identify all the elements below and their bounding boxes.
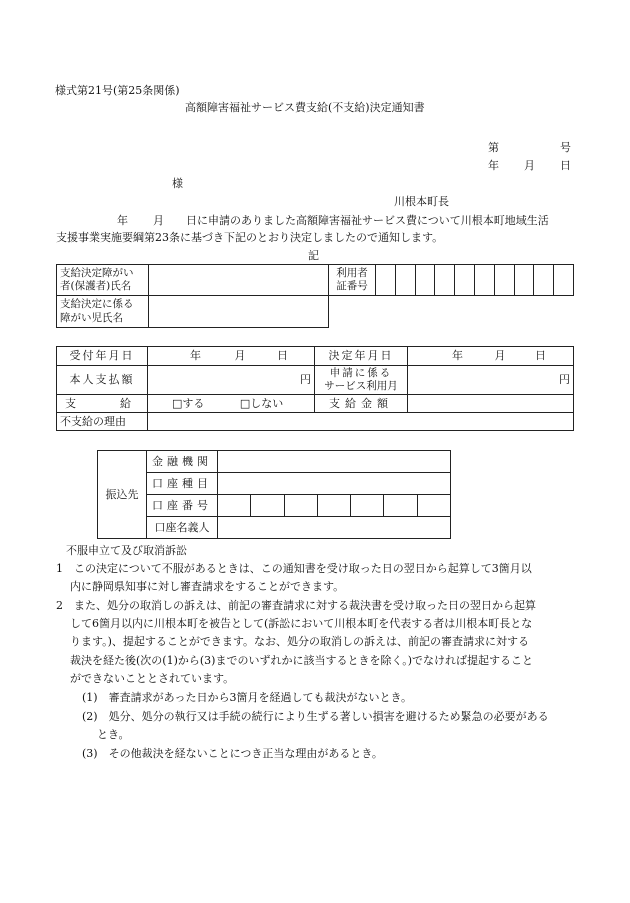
appeal-p2-line1: 2 また、処分の取消しの訴えは、前記の審査請求に対する裁決書を受け取った日の翌日から起算 <box>56 599 536 612</box>
appeal-p2-line5: ができないこととされています。 <box>70 672 235 685</box>
cert-digit-box[interactable] <box>435 265 455 296</box>
bank-transfer-table <box>97 450 451 539</box>
document-title: 高額障害福祉サービス費支給(不支給)決定通知書 <box>185 101 425 114</box>
institution-label: 金融機関 <box>147 451 218 473</box>
appeal-p1-line2: 内に静岡県知事に対し審査請求をすることができます。 <box>70 580 345 593</box>
transfer-label: 振込先 <box>98 451 147 539</box>
intro-year: 年 <box>117 214 128 227</box>
cert-digit-box[interactable] <box>415 265 435 296</box>
account-digit-box[interactable] <box>317 495 350 517</box>
account-digit-box[interactable] <box>251 495 284 517</box>
intro-month: 月 <box>153 214 164 227</box>
account-digit-box[interactable] <box>284 495 317 517</box>
cert-digit-box[interactable] <box>514 265 534 296</box>
cert-digit-box[interactable] <box>494 265 514 296</box>
appeal-item-2-line2: とき。 <box>97 728 130 741</box>
cert-digit-box[interactable] <box>554 265 574 296</box>
account-type-field[interactable] <box>218 473 451 495</box>
appeal-item-3: (3) その他裁決を経ないことにつき正当な理由があるとき。 <box>82 747 383 760</box>
appeal-p2-line2: して6箇月以内に川根本町を被告として(訴訟において川根本町を代表する者は川根本町長とな <box>70 617 533 630</box>
option-no-checkbox[interactable]: □しない <box>239 396 284 410</box>
intro-line1: 日に申請のありました高額障害福祉サービス費について川根本町地域生活 <box>186 214 549 227</box>
holder-field[interactable] <box>218 517 451 539</box>
cert-digit-box[interactable] <box>474 265 494 296</box>
cert-digit-box[interactable] <box>395 265 415 296</box>
account-number-label: 口座番号 <box>147 495 218 517</box>
service-month-label: 申請に係る サービス利用月 <box>315 366 408 395</box>
reception-date-label: 受付年月日 <box>57 347 148 366</box>
addressee-suffix: 様 <box>172 177 183 190</box>
self-payment-label: 本人支払額 <box>57 366 148 395</box>
appeal-p1-line1: 1 この決定について不服があるときは、この通知書を受け取った日の翌日から起算して3箇月以 <box>56 562 532 575</box>
account-digit-box[interactable] <box>384 495 417 517</box>
decision-date-label: 決定年月日 <box>315 347 408 366</box>
cert-digit-box[interactable] <box>534 265 554 296</box>
intro-line2: 支援事業実施要綱第23条に基づき下記のとおり決定しましたので通知します。 <box>56 231 444 244</box>
form-number: 様式第21号(第25条関係) <box>55 84 180 97</box>
payment-amount-label: 支給金額 <box>315 395 408 413</box>
issue-date-month: 月 <box>524 159 535 172</box>
reception-date-field[interactable]: 年 月 日 <box>148 347 315 366</box>
appeal-item-2-line1: (2) 処分、処分の執行又は手続の続行により生ずる著しい損害を避けるため緊急の必要がある <box>82 710 549 723</box>
nonpayment-reason-label: 不支給の理由 <box>57 413 148 431</box>
account-digit-box[interactable] <box>218 495 251 517</box>
account-type-label: 口座種目 <box>147 473 218 495</box>
appeal-p2-line4: 裁決を経た後(次の(1)から(3)までのいずれかに該当するときを除く。)でなければ提起すること <box>70 654 534 667</box>
applicant-table <box>56 264 329 328</box>
payment-amount-field[interactable] <box>408 395 574 413</box>
number-label-dai: 第 <box>488 141 499 154</box>
cert-digit-box[interactable] <box>376 265 396 296</box>
appeal-heading: 不服申立て及び取消訴訟 <box>66 544 187 557</box>
guardian-name-label: 支給決定障がい 者(保護者)氏名 <box>57 265 149 296</box>
issue-date-year: 年 <box>488 159 499 172</box>
decision-date-field[interactable]: 年 月 日 <box>408 347 574 366</box>
payment-options <box>148 395 315 413</box>
self-payment-field[interactable]: 円 <box>148 366 315 395</box>
decision-table <box>56 346 574 431</box>
user-cert-label: 利用者 証番号 <box>329 265 376 296</box>
account-digit-box[interactable] <box>351 495 384 517</box>
number-label-go: 号 <box>560 141 571 154</box>
account-digit-box[interactable] <box>417 495 450 517</box>
issuer-name: 川根本町長 <box>394 195 449 208</box>
appeal-p2-line3: ります。)、提起することができます。なお、処分の取消しの訴えは、前記の審査請求に対する <box>70 635 530 648</box>
payment-label: 支給 <box>57 395 148 413</box>
user-cert-table <box>328 264 574 296</box>
holder-label: 口座名義人 <box>147 517 218 539</box>
institution-field[interactable] <box>218 451 451 473</box>
issue-date-day: 日 <box>560 159 571 172</box>
ki-label: 記 <box>308 249 319 262</box>
guardian-name-field[interactable] <box>149 265 329 296</box>
cert-digit-box[interactable] <box>455 265 475 296</box>
service-month-field[interactable]: 円 <box>408 366 574 395</box>
nonpayment-reason-field[interactable] <box>148 413 574 431</box>
appeal-item-1: (1) 審査請求があった日から3箇月を経過しても裁決がないとき。 <box>82 691 413 704</box>
child-name-field[interactable] <box>149 296 329 328</box>
child-name-label: 支給決定に係る 障がい児氏名 <box>57 296 149 328</box>
option-yes-checkbox[interactable]: □する <box>172 396 205 410</box>
